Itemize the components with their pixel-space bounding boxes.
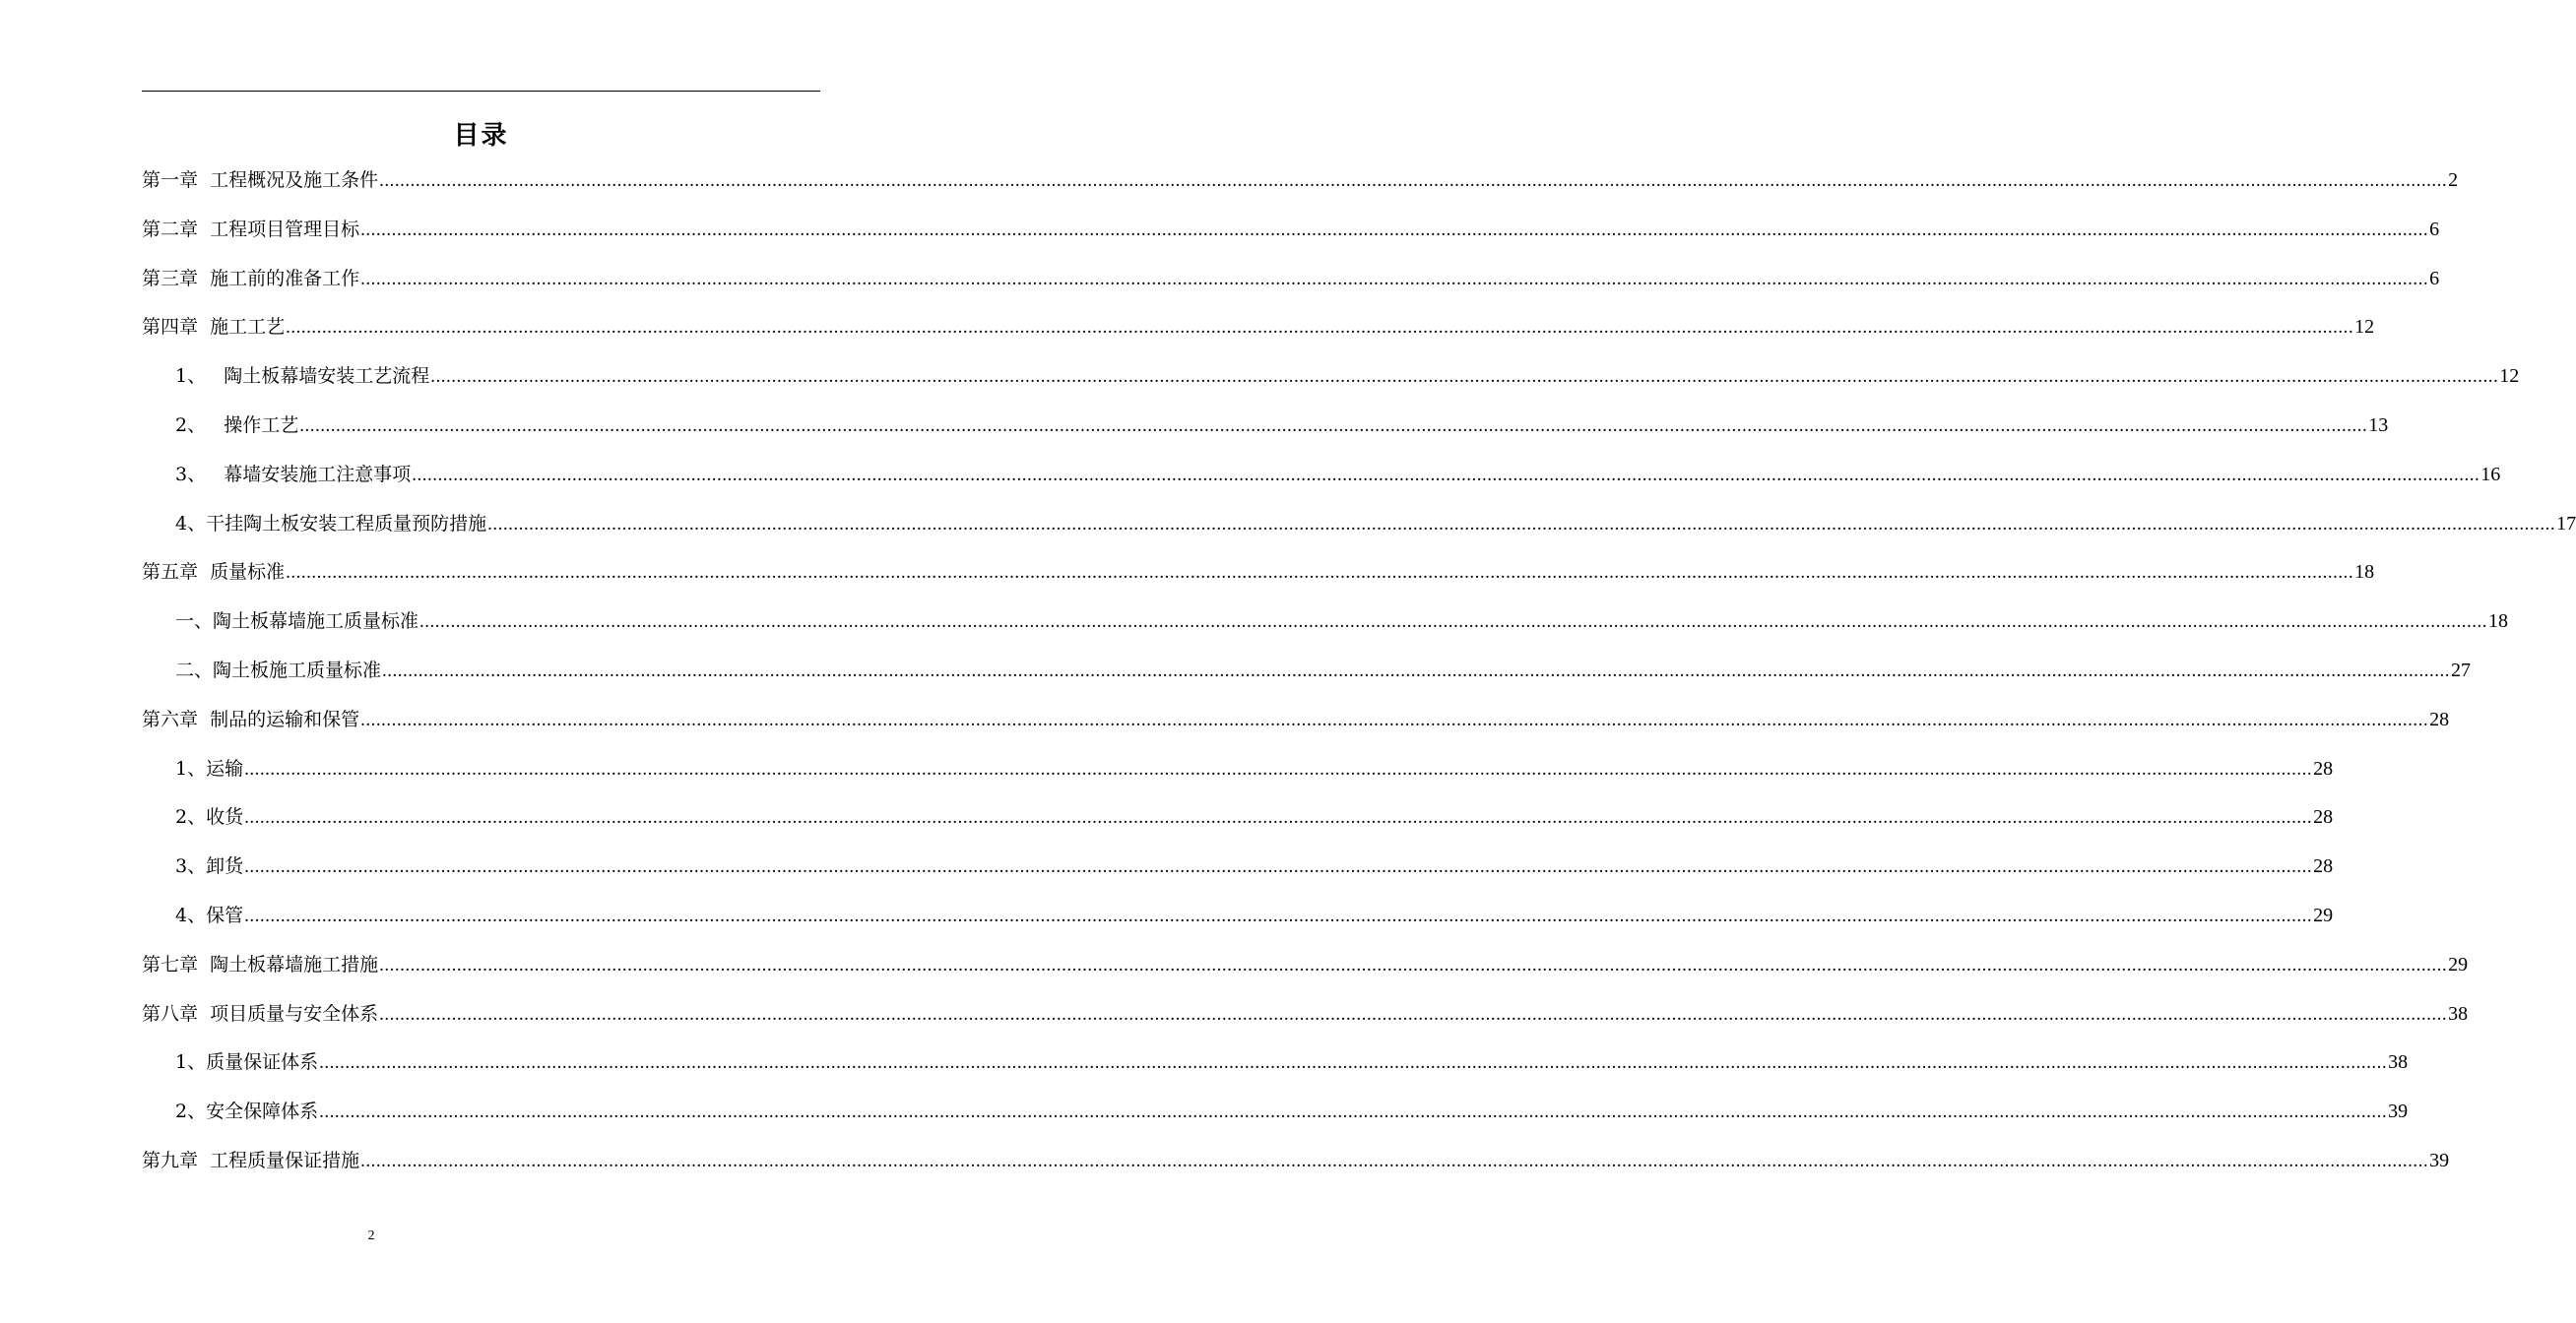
toc-dot-leader: ................................................................................................................................................................................................................................................................................................................................................................................................................ — [360, 219, 2429, 240]
toc-entry[interactable] — [175, 754, 2334, 784]
toc-entry[interactable] — [142, 165, 2459, 195]
toc-entry-label: 2、收货 — [175, 806, 244, 829]
toc-dot-leader: ................................................................................................................................................................................................................................................................................................................................................................................................................ — [244, 758, 2313, 780]
toc-entry-page: 28 — [2313, 806, 2334, 829]
toc-entry-page: 16 — [2480, 463, 2501, 485]
toc-entry-page: 39 — [2429, 1150, 2450, 1171]
toc-entry-label: 第六章 制品的运输和保管 — [142, 708, 360, 730]
toc-entry[interactable] — [142, 264, 2440, 293]
toc-entry-label: 2、安全保障体系 — [175, 1101, 319, 1123]
toc-dot-leader: ................................................................................................................................................................................................................................................................................................................................................................................................................ — [412, 464, 2480, 485]
toc-entry[interactable] — [175, 802, 2334, 832]
toc-entry[interactable] — [142, 999, 2469, 1029]
toc-entry-page: 38 — [2448, 1002, 2469, 1025]
toc-entry-label: 1、质量保证体系 — [175, 1051, 319, 1074]
toc-dot-leader: ................................................................................................................................................................................................................................................................................................................................................................................................................ — [286, 317, 2354, 339]
toc-entry-label: 第二章 工程项目管理目标 — [142, 218, 360, 240]
toc-dot-leader: ................................................................................................................................................................................................................................................................................................................................................................................................................ — [360, 709, 2429, 730]
toc-dot-leader: ................................................................................................................................................................................................................................................................................................................................................................................................................ — [286, 562, 2354, 584]
toc-entry-label: 第一章 工程概况及施工条件 — [142, 169, 379, 191]
toc-entry-page: 28 — [2429, 708, 2450, 730]
toc-dot-leader: ................................................................................................................................................................................................................................................................................................................................................................................................................ — [299, 415, 2368, 436]
toc-entry-label: 4、干挂陶土板安装工程质量预防措施 — [175, 512, 487, 535]
toc-entry-page: 29 — [2448, 953, 2469, 976]
toc-entry-page: 39 — [2388, 1101, 2409, 1123]
toc-entry-label: 3、卸货 — [175, 855, 244, 878]
toc-entry[interactable] — [142, 950, 2469, 979]
toc-entry-page: 2 — [2448, 169, 2459, 191]
toc-entry-page: 28 — [2313, 855, 2334, 878]
toc-entry[interactable] — [142, 705, 2450, 734]
toc-entry-page: 18 — [2354, 561, 2375, 584]
toc-entry-label: 1、运输 — [175, 757, 244, 780]
toc-entry-page: 12 — [2354, 316, 2375, 339]
page-number: 2 — [367, 1228, 375, 1243]
toc-entry[interactable] — [175, 410, 2389, 440]
toc-dot-leader: ................................................................................................................................................................................................................................................................................................................................................................................................................ — [382, 661, 2451, 681]
toc-entry[interactable] — [142, 312, 2375, 342]
toc-entry-page: 18 — [2488, 610, 2509, 633]
toc-entry-label: 第八章 项目质量与安全体系 — [142, 1002, 379, 1025]
toc-entry[interactable] — [175, 361, 2520, 391]
toc-dot-leader: ................................................................................................................................................................................................................................................................................................................................................................................................................ — [319, 1052, 2388, 1074]
toc-entry-label: 第三章 施工前的准备工作 — [142, 267, 360, 289]
toc-entry[interactable] — [142, 1146, 2450, 1175]
toc-entry-label: 第七章 陶土板幕墙施工措施 — [142, 953, 379, 976]
toc-entry[interactable] — [175, 509, 2576, 538]
toc-entry-page: 6 — [2429, 267, 2440, 289]
toc-dot-leader: ................................................................................................................................................................................................................................................................................................................................................................................................................ — [487, 513, 2556, 535]
toc-entry-label: 二、陶土板施工质量标准 — [175, 660, 382, 681]
toc-entry[interactable] — [142, 215, 2440, 244]
toc-dot-leader: ................................................................................................................................................................................................................................................................................................................................................................................................................ — [430, 366, 2499, 388]
toc-entry-page: 28 — [2313, 757, 2334, 780]
toc-entry[interactable] — [142, 557, 2375, 587]
toc-dot-leader: ................................................................................................................................................................................................................................................................................................................................................................................................................ — [379, 1003, 2448, 1025]
toc-entry-page: 12 — [2499, 365, 2520, 388]
toc-entry-label: 3、 幕墙安装施工注意事项 — [175, 463, 412, 485]
toc-entry-label: 第九章 工程质量保证措施 — [142, 1150, 360, 1171]
toc-dot-leader: ................................................................................................................................................................................................................................................................................................................................................................................................................ — [379, 954, 2448, 976]
toc-entry-page: 29 — [2313, 905, 2334, 926]
toc-entry-page: 27 — [2451, 660, 2472, 681]
toc-entry[interactable] — [175, 851, 2334, 881]
toc-entry[interactable] — [175, 1097, 2409, 1126]
toc-entry[interactable] — [175, 460, 2501, 489]
toc-dot-leader: ................................................................................................................................................................................................................................................................................................................................................................................................................ — [319, 1102, 2388, 1123]
toc-entry-label: 2、 操作工艺 — [175, 414, 299, 436]
toc-entry-page: 17 — [2556, 512, 2576, 535]
toc-dot-leader: ................................................................................................................................................................................................................................................................................................................................................................................................................ — [244, 807, 2313, 829]
toc-entry[interactable] — [175, 606, 2509, 636]
toc-dot-leader: ................................................................................................................................................................................................................................................................................................................................................................................................................ — [379, 170, 2448, 191]
toc-entry-label: 1、 陶土板幕墙安装工艺流程 — [175, 365, 430, 388]
toc-entry-page: 38 — [2388, 1051, 2409, 1074]
toc-entry[interactable] — [175, 656, 2472, 685]
toc-entry-label: 4、保管 — [175, 905, 244, 926]
toc-dot-leader: ................................................................................................................................................................................................................................................................................................................................................................................................................ — [419, 611, 2488, 633]
toc-entry-label: 一、陶土板幕墙施工质量标准 — [175, 610, 419, 633]
toc-entry[interactable] — [175, 901, 2334, 930]
toc-entry-page: 13 — [2368, 414, 2389, 436]
toc-entry-page: 6 — [2429, 218, 2440, 240]
toc-dot-leader: ................................................................................................................................................................................................................................................................................................................................................................................................................ — [244, 856, 2313, 878]
toc-entry-label: 第五章 质量标准 — [142, 561, 286, 584]
toc-title: 目录 — [453, 121, 509, 151]
toc-entry[interactable] — [175, 1047, 2409, 1077]
toc-dot-leader: ................................................................................................................................................................................................................................................................................................................................................................................................................ — [360, 268, 2429, 289]
toc-dot-leader: ................................................................................................................................................................................................................................................................................................................................................................................................................ — [360, 1151, 2429, 1171]
toc-dot-leader: ................................................................................................................................................................................................................................................................................................................................................................................................................ — [244, 906, 2313, 926]
toc-entry-label: 第四章 施工工艺 — [142, 316, 286, 339]
